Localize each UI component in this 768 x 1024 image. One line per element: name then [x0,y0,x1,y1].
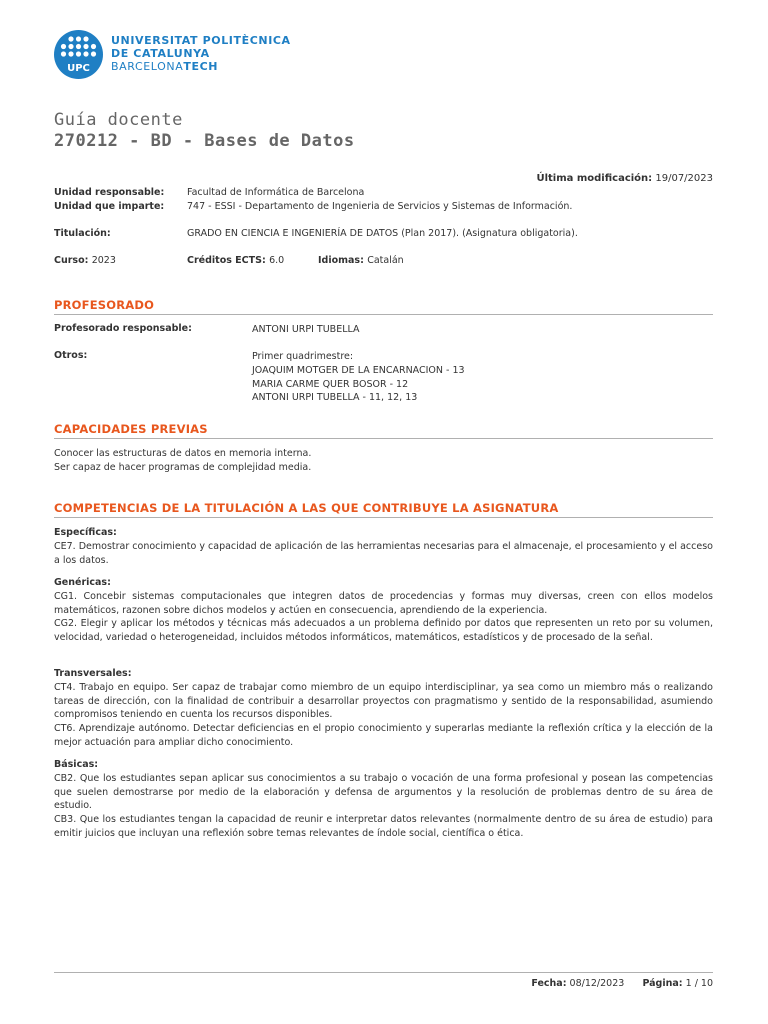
meta-curso [54,254,116,267]
footer-pagina-label: Página: [642,978,683,989]
paragraph: CT6. Aprendizaje autónomo. Detectar deficiencias en el propio conocimiento y superarlas mediante la reflexión crítica y la elección de la mejor actuación para ampliar dicho conocimiento. [54,723,713,748]
title-line-1: Guía docente [54,110,183,130]
list-item: ANTONI URPI TUBELLA - 11, 12, 13 [252,392,418,404]
document-title [54,110,355,152]
meta-label: Titulación: [54,228,111,239]
title-line-2: 270212 - BD - Bases de Datos [54,131,355,151]
competencias-especificas [54,526,713,567]
competencias-transversales [54,667,713,750]
paragraph: CT4. Trabajo en equipo. Ser capaz de trabajar como miembro de un equipo interdisciplinar, ya sea como un miembro más o realizando tareas de dirección, con la finalidad de contribuir a desarrollar proyectos con pragmatismo y sentido de la responsabilidad, asumiendo compromisos teniendo en cuenta los recursos disponibles. [54,681,713,721]
meta-label: Créditos ECTS: [187,255,266,266]
subheading: Transversales: [54,668,132,679]
list-item: Primer quadrimestre: [252,351,354,362]
profesorado-responsable-label: Profesorado responsable: [54,323,192,334]
paragraph: Ser capaz de hacer programas de complejidad media. [54,461,312,473]
paragraph: CG1. Concebir sistemas computacionales que integren datos de procedencias y formas muy diversas, creen con ellos modelos matemáticos, razonen sobre dichos modelos y actúen en consecuencia, aprendiendo de la experiencia. [54,590,713,616]
meta-value: 747 - ESSI - Departamento de Ingenieria de Servicios y Sistemas de Información. [187,201,573,212]
upc-logo [54,30,291,79]
logo-line-3a: BARCELONA [111,60,184,73]
profesorado-responsable-value: ANTONI URPI TUBELLA [252,324,360,335]
competencias-genericas [54,576,713,645]
competencias-basicas [54,758,713,841]
footer-divider [54,972,713,973]
footer-fecha-value: 08/12/2023 [569,978,625,989]
meta-label: Unidad responsable: [54,187,165,198]
meta-value: 2023 [91,255,116,266]
last-modified-value: 19/07/2023 [655,173,713,184]
footer-fecha-label: Fecha: [531,978,567,989]
upc-logo-icon [54,30,103,79]
logo-line-3b: TECH [183,60,219,73]
section-heading-profesorado: PROFESORADO [54,298,713,315]
meta-value: Catalán [367,255,404,266]
logo-line-3 [111,60,291,73]
logo-badge-text: UPC [67,63,90,74]
meta-value: Facultad de Informática de Barcelona [187,187,365,198]
paragraph: CB3. Que los estudiantes tengan la capacidad de reunir e interpretar datos relevantes (normalmente dentro de su área de estudio) para emitir juicios que incluyan una reflexión sobre temas relevantes de índole social, científica o ética. [54,814,713,839]
meta-label: Idiomas: [318,255,364,266]
subheading: Genéricas: [54,577,111,588]
paragraph: Conocer las estructuras de datos en memoria interna. [54,448,312,459]
last-modified-label: Última modificación: [536,173,653,184]
paragraph: CB2. Que los estudiantes sepan aplicar sus conocimientos a su trabajo o vocación de una forma profesional y posean las competencias que suelen demostrarse por medio de la elaboración y defensa de argumentos y la resolución de problemas dentro de su área de estudio. [54,772,713,812]
list-item: JOAQUIM MOTGER DE LA ENCARNACION - 13 [252,364,465,376]
footer-pagina-value: 1 / 10 [685,978,713,989]
capacidades-text [54,447,713,475]
meta-value: 6.0 [269,255,285,266]
section-heading-capacidades: CAPACIDADES PREVIAS [54,422,713,439]
paragraph: CG2. Elegir y aplicar los métodos y técnicas más adecuados a un problema definido por datos que representen un reto por su volumen, velocidad, variedad o heterogeneidad, incluidos métodos informáticos, matemáticos, estadísticos y de procesado de la señal. [54,618,713,644]
meta-creditos [187,254,284,267]
subheading: Básicas: [54,759,99,770]
subheading: Específicas: [54,527,117,538]
paragraph: CE7. Demostrar conocimiento y capacidad de aplicación de las herramientas necesarias para el almacenaje, el procesamiento y el acceso a los datos. [54,540,713,566]
meta-label: Curso: [54,255,89,266]
section-heading-competencias: COMPETENCIAS DE LA TITULACIÓN A LAS QUE CONTRIBUYE LA ASIGNATURA [54,501,713,518]
list-item: MARIA CARME QUER BOSOR - 12 [252,378,409,390]
page-footer [531,978,713,989]
logo-wordmark [111,34,291,73]
meta-idiomas [318,254,404,267]
meta-label: Unidad que imparte: [54,201,165,212]
logo-line-2: DE CATALUNYA [111,47,210,60]
profesorado-otros-list [252,350,465,405]
logo-line-1: UNIVERSITAT POLITÈCNICA [111,34,291,47]
last-modified [536,173,713,184]
profesorado-otros-label: Otros: [54,350,88,361]
meta-value: GRADO EN CIENCIA E INGENIERÍA DE DATOS (Plan 2017). (Asignatura obligatoria). [187,228,578,239]
